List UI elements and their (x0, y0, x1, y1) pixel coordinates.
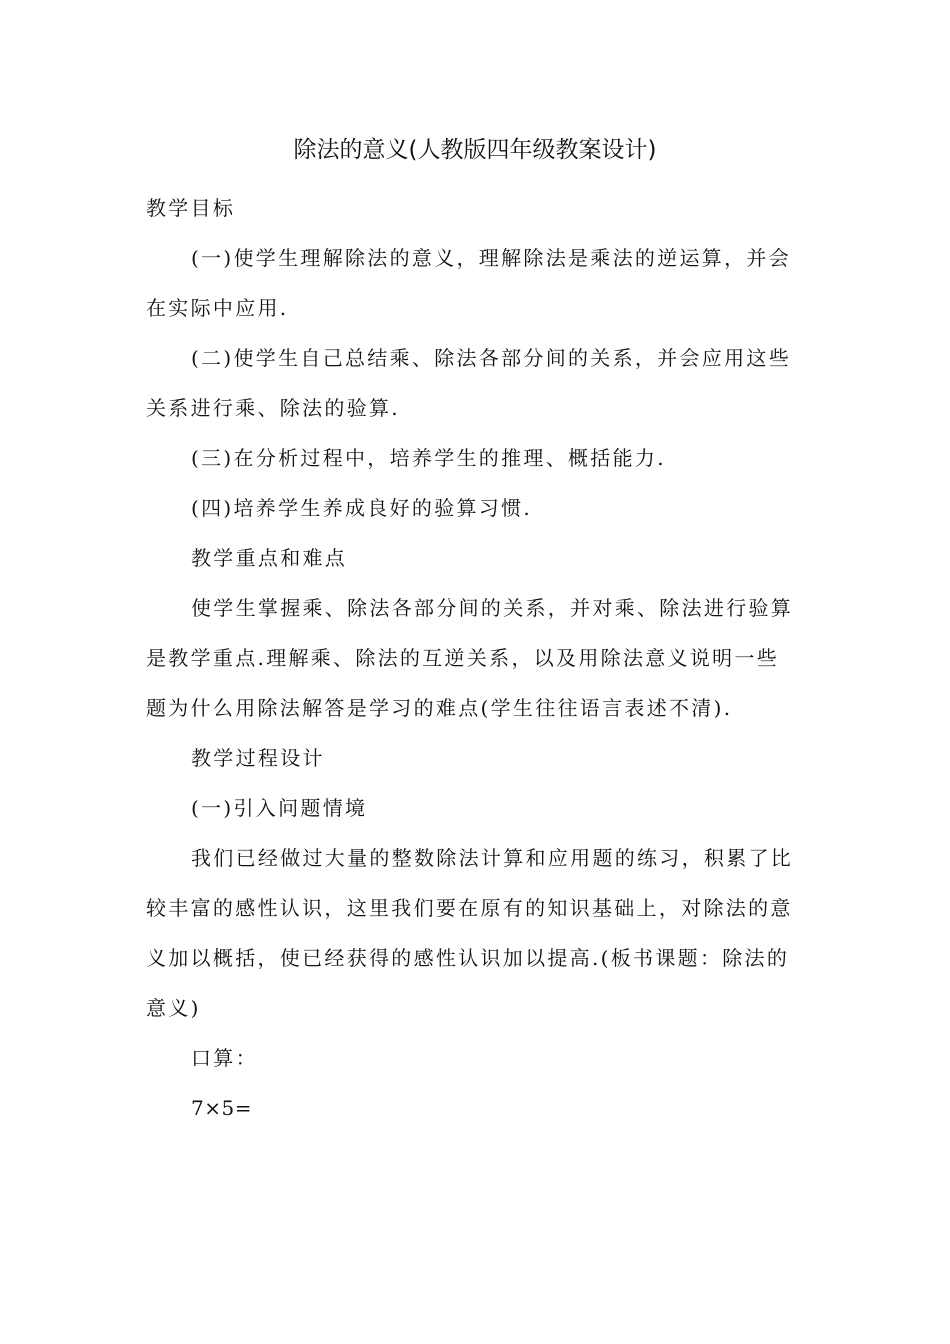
objective-3: (三)在分析过程中，培养学生的推理、概括能力. (191, 446, 666, 470)
oral-calc-label: 口算： (191, 1046, 258, 1070)
objective-4: (四)培养学生养成良好的验算习惯. (191, 496, 533, 520)
heading-key-points: 教学重点和难点 (191, 546, 348, 570)
document-body (146, 183, 806, 1133)
objective-1-line-1: (一)使学生理解除法的意义，理解除法是乘法的逆运算，并会 (191, 246, 792, 270)
oral-calc-expression: 7×5= (191, 1096, 252, 1120)
document-title: 除法的意义(人教版四年级教案设计) (293, 137, 657, 163)
heading-teaching-objectives: 教学目标 (146, 196, 236, 220)
key-points-line-3: 题为什么用除法解答是学习的难点(学生往往语言表述不清). (146, 696, 733, 720)
objective-2-line-1: (二)使学生自己总结乘、除法各部分间的关系，并会应用这些 (191, 346, 792, 370)
intro-line-3: 义加以概括，使已经获得的感性认识加以提高.(板书课题：除法的 (146, 946, 790, 970)
key-points-line-2: 是教学重点.理解乘、除法的互逆关系，以及用除法意义说明一些 (146, 646, 780, 670)
heading-process-design: 教学过程设计 (191, 746, 325, 770)
key-points-line-1: 使学生掌握乘、除法各部分间的关系，并对乘、除法进行验算 (191, 596, 794, 620)
intro-line-2: 较丰富的感性认识，这里我们要在原有的知识基础上，对除法的意 (146, 896, 793, 920)
objective-2-line-2: 关系进行乘、除法的验算. (146, 396, 400, 420)
intro-line-4: 意义) (146, 996, 201, 1020)
objective-1-line-2: 在实际中应用. (146, 296, 289, 320)
section-intro-heading: (一)引入问题情境 (191, 796, 368, 820)
intro-line-1: 我们已经做过大量的整数除法计算和应用题的练习，积累了比 (191, 846, 794, 870)
